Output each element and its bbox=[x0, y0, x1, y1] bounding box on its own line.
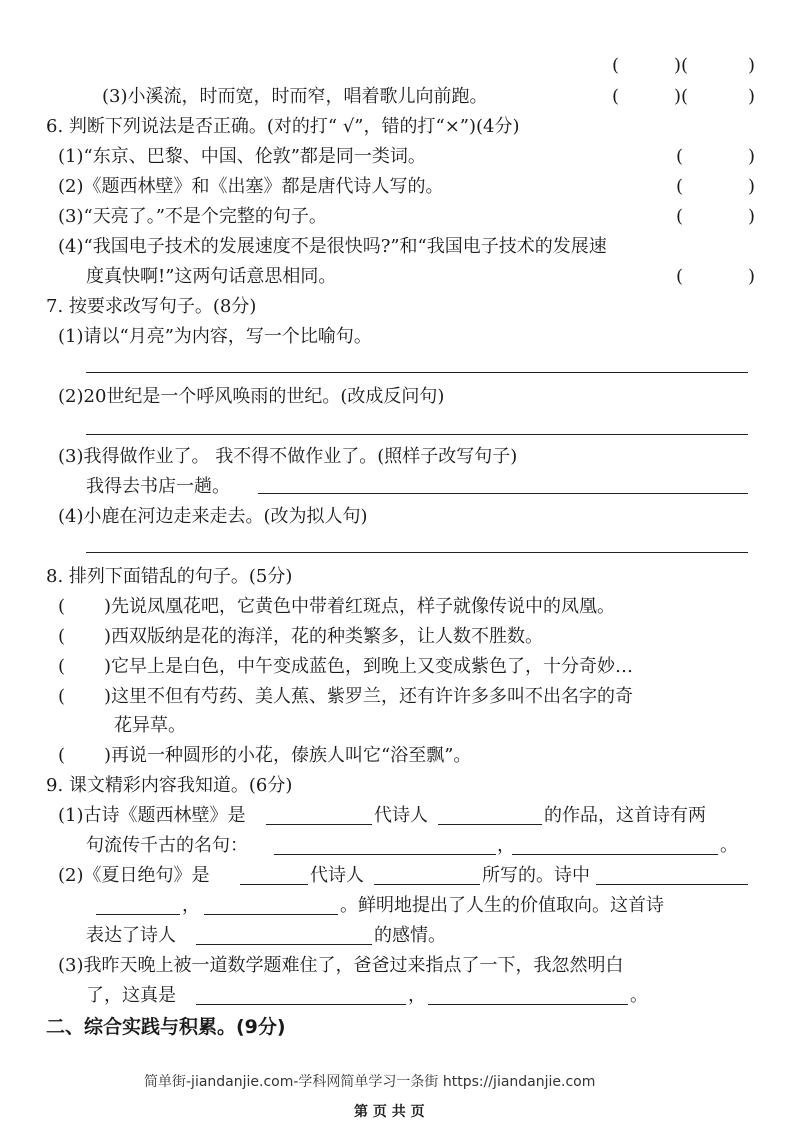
order-paren-open: ( bbox=[58, 596, 66, 617]
comma: ， bbox=[182, 895, 200, 916]
answer-line[interactable] bbox=[258, 493, 748, 494]
answer-paren-open: ( bbox=[676, 176, 684, 197]
answer-line[interactable] bbox=[86, 372, 748, 373]
answer-paren-mid: )( bbox=[674, 55, 689, 76]
footer-source: 简单街-jiandanjie.com-学科网简单学习一条街 https://jiandanjie.com bbox=[144, 1074, 596, 1090]
comma: ， bbox=[408, 985, 426, 1006]
answer-paren-close: ) bbox=[748, 86, 756, 107]
answer-paren-open: ( bbox=[676, 146, 684, 167]
q7-item-4: (4)小鹿在河边走来走去。(改为拟人句) bbox=[58, 506, 368, 527]
q7-title: 7. 按要求改写句子。(8分) bbox=[46, 296, 257, 317]
q8-item-3: )它早上是白色，中午变成蓝色，到晚上又变成紫色了，十分奇妙… bbox=[104, 656, 634, 677]
order-paren-open: ( bbox=[58, 686, 66, 707]
q9-line-3a: (2)《夏日绝句》是 bbox=[58, 865, 210, 886]
q9-line-4c: 。鲜明地提出了人生的价值取向。这首诗 bbox=[340, 895, 664, 916]
answer-blank[interactable] bbox=[512, 854, 718, 855]
q6-title: 6. 判断下列说法是否正确。(对的打“ √”，错的打“×”)(4分) bbox=[46, 116, 520, 137]
answer-blank[interactable] bbox=[374, 884, 480, 885]
answer-paren-open: ( bbox=[612, 55, 620, 76]
comma: ， bbox=[497, 835, 515, 856]
q7-item-3-example: 我得去书店一趟。 bbox=[86, 476, 230, 497]
q5-item-3: (3)小溪流，时而宽，时而窄，唱着歌儿向前跑。 bbox=[102, 86, 488, 107]
answer-blank[interactable] bbox=[438, 824, 542, 825]
answer-blank[interactable] bbox=[596, 884, 748, 885]
answer-blank[interactable] bbox=[96, 914, 180, 915]
q6-item-2: (2)《题西林壁》和《出塞》都是唐代诗人写的。 bbox=[58, 176, 444, 197]
q9-line-1b: 代诗人 bbox=[374, 805, 428, 826]
order-paren-open: ( bbox=[58, 656, 66, 677]
q9-line-5b: 的感情。 bbox=[374, 925, 446, 946]
period: 。 bbox=[720, 835, 738, 856]
answer-paren-mid: )( bbox=[674, 86, 689, 107]
q9-title: 9. 课文精彩内容我知道。(6分) bbox=[46, 775, 293, 796]
answer-line[interactable] bbox=[86, 434, 748, 435]
page-number: 第 页 共 页 bbox=[354, 1104, 425, 1120]
answer-paren-close: ) bbox=[748, 266, 756, 287]
answer-paren-open: ( bbox=[612, 86, 620, 107]
q7-item-3: (3)我得做作业了。 我不得不做作业了。(照样子改写句子) bbox=[58, 446, 518, 467]
q6-item-3: (3)“天亮了。”不是个完整的句子。 bbox=[58, 206, 327, 227]
q9-line-7a: 了，这真是 bbox=[86, 985, 176, 1006]
q7-item-2: (2)20世纪是一个呼风唤雨的世纪。(改成反问句) bbox=[58, 386, 445, 407]
answer-line[interactable] bbox=[86, 552, 748, 553]
q8-item-2: )西双版纳是花的海洋，花的种类繁多，让人数不胜数。 bbox=[104, 626, 544, 647]
answer-paren-close: ) bbox=[748, 176, 756, 197]
period: 。 bbox=[630, 985, 648, 1006]
q9-line-3c: 所写的。诗中 bbox=[482, 865, 590, 886]
q8-item-4-cont: 花异草。 bbox=[114, 715, 186, 736]
answer-paren-close: ) bbox=[748, 55, 756, 76]
answer-paren-open: ( bbox=[676, 206, 684, 227]
section-heading: 二、综合实践与积累。(9分) bbox=[46, 1016, 286, 1038]
answer-blank[interactable] bbox=[240, 884, 308, 885]
q9-line-2a: 句流传千古的名句： bbox=[86, 835, 248, 856]
q9-line-3b: 代诗人 bbox=[310, 865, 364, 886]
q7-item-1: (1)请以“月亮”为内容，写一个比喻句。 bbox=[58, 326, 372, 347]
q8-item-4: )这里不但有芍药、美人蕉、紫罗兰，还有许许多多叫不出名字的奇 bbox=[104, 686, 634, 707]
q6-item-4-cont: 度真快啊!”这两句话意思相同。 bbox=[86, 266, 337, 287]
q9-line-1a: (1)古诗《题西林壁》是 bbox=[58, 805, 246, 826]
answer-blank[interactable] bbox=[274, 854, 496, 855]
q8-item-5: )再说一种圆形的小花，傣族人叫它“浴至飘”。 bbox=[104, 745, 472, 766]
q8-title: 8. 排列下面错乱的句子。(5分) bbox=[46, 566, 293, 587]
answer-blank[interactable] bbox=[266, 824, 372, 825]
answer-paren-open: ( bbox=[676, 266, 684, 287]
answer-blank[interactable] bbox=[428, 1004, 628, 1005]
answer-paren-close: ) bbox=[748, 206, 756, 227]
q9-line-6: (3)我昨天晚上被一道数学题难住了，爸爸过来指点了一下，我忽然明白 bbox=[58, 955, 624, 976]
answer-blank[interactable] bbox=[204, 914, 338, 915]
q9-line-1c: 的作品，这首诗有两 bbox=[544, 805, 706, 826]
q6-item-4: (4)“我国电子技术的发展速度不是很快吗?”和“我国电子技术的发展速 bbox=[58, 236, 607, 257]
q8-item-1: )先说凤凰花吧，它黄色中带着红斑点，样子就像传说中的凤凰。 bbox=[104, 596, 616, 617]
answer-paren-close: ) bbox=[748, 146, 756, 167]
order-paren-open: ( bbox=[58, 745, 66, 766]
q9-line-5a: 表达了诗人 bbox=[86, 925, 176, 946]
answer-blank[interactable] bbox=[196, 1004, 406, 1005]
answer-blank[interactable] bbox=[196, 944, 372, 945]
q6-item-1: (1)“东京、巴黎、中国、伦敦”都是同一类词。 bbox=[58, 146, 426, 167]
order-paren-open: ( bbox=[58, 626, 66, 647]
